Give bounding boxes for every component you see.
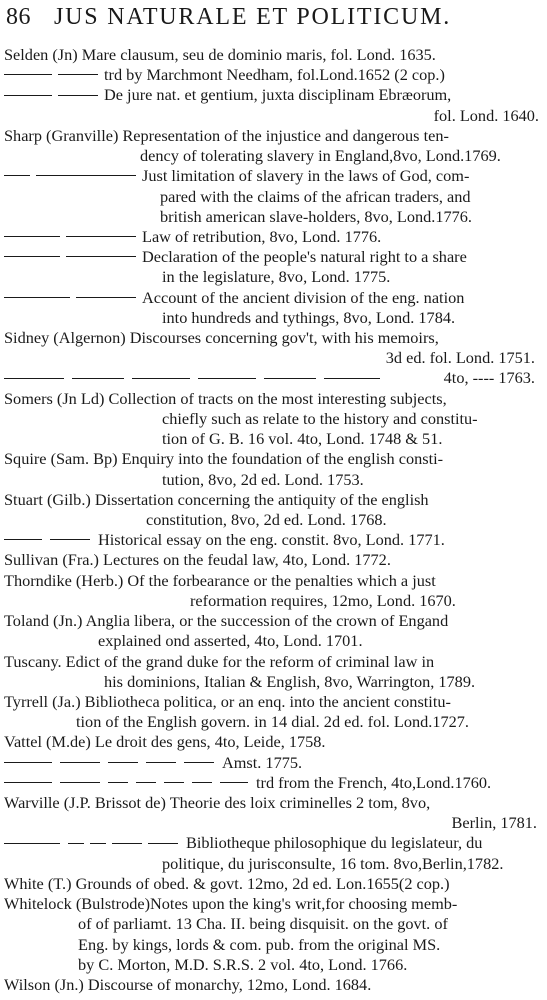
entry-line: Account of the ancient division of the eng. nation — [142, 287, 465, 307]
ditto-dash — [4, 782, 52, 783]
entry-line: dency of tolerating slavery in England,8vo, Lond.1769. — [140, 146, 501, 166]
entry-line: trd by Marchmont Needham, fol.Lond.1652 (2 cop.) — [104, 65, 445, 85]
page-number: 86 — [6, 4, 31, 30]
ditto-dash — [4, 378, 64, 379]
entry-line: chiefly such as relate to the history and constitu- — [162, 408, 478, 428]
ditto-dash — [50, 539, 90, 540]
entry-line: by C. Morton, M.D. S.R.S. 2 vol. 4to, Lond. 1766. — [78, 954, 408, 974]
entry-line: 4to, ---- 1763. — [443, 368, 535, 388]
ditto-dash — [108, 762, 138, 763]
ditto-dash — [4, 539, 42, 540]
ditto-dash — [58, 74, 98, 75]
entry-line: Just limitation of slavery in the laws of God, com- — [142, 166, 470, 186]
ditto-dash — [148, 843, 178, 844]
entry-line: tion of the English govern. in 14 dial. 2d ed. fol. Lond.1727. — [76, 712, 469, 732]
ditto-dash — [264, 378, 316, 379]
entry-line: Tyrrell (Ja.) Bibliotheca politica, or an enq. into the ancient constitu- — [4, 691, 451, 711]
ditto-dash — [220, 782, 248, 783]
ditto-dash — [60, 762, 100, 763]
entry-line: 3d ed. fol. Lond. 1751. — [385, 348, 535, 368]
ditto-dash — [4, 843, 60, 844]
entry-line: Vattel (M.de) Le droit des gens, 4to, Leide, 1758. — [4, 732, 326, 752]
entry-line: Declaration of the people's natural right to a share — [142, 247, 467, 267]
entry-line: Historical essay on the eng. constit. 8vo, Lond. 1771. — [98, 530, 445, 550]
entry-line: Warville (J.P. Brissot de) Theorie des loix criminelles 2 tom, 8vo, — [4, 793, 431, 813]
entry-line: of of parliamt. 13 Cha. II. being disquisit. on the govt. of — [78, 914, 448, 934]
ditto-dash — [4, 236, 60, 237]
ditto-dash — [68, 843, 84, 844]
entry-line: Selden (Jn) Mare clausum, seu de dominio maris, fol. Lond. 1635. — [4, 45, 436, 64]
entry-line: pared with the claims of the african traders, and — [160, 186, 471, 206]
entry-line: De jure nat. et gentium, juxta disciplinam Ebræorum, — [104, 85, 452, 105]
ditto-dash — [66, 236, 136, 237]
ditto-dash — [192, 782, 212, 783]
ditto-dash — [4, 256, 60, 257]
page-header — [6, 4, 542, 38]
entry-line: tion of G. B. 16 vol. 4to, Lond. 1748 & 51. — [162, 429, 443, 449]
entry-line: Somers (Jn Ld) Collection of tracts on the most interesting subjects, — [4, 388, 447, 408]
entry-line: in the legislature, 8vo, Lond. 1775. — [162, 267, 391, 287]
ditto-dash — [58, 95, 98, 96]
entry-line: constitution, 8vo, 2d ed. Lond. 1768. — [146, 510, 387, 529]
entry-line: Eng. by kings, lords & com. pub. from the original MS. — [78, 934, 441, 954]
ditto-dash — [164, 782, 184, 783]
entry-line: british american slave-holders, 8vo, Lond.1776. — [160, 206, 472, 226]
ditto-dash — [108, 782, 128, 783]
entry-line: Stuart (Gilb.) Dissertation concerning the antiquity of the english — [4, 489, 429, 509]
ditto-dash — [66, 256, 136, 257]
entry-line: Whitelock (Bulstrode)Notes upon the king's writ,for choosing memb- — [4, 894, 458, 914]
entry-line: Law of retribution, 8vo, Lond. 1776. — [142, 226, 382, 246]
ditto-dash — [90, 843, 106, 844]
entry-line: politique, du jurisconsulte, 16 tom. 8vo,Berlin,1782. — [162, 853, 504, 873]
ditto-dash — [76, 297, 136, 298]
ditto-dash — [72, 378, 124, 379]
ditto-dash — [136, 782, 156, 783]
ditto-dash — [324, 378, 380, 379]
entry-line: Wilson (Jn.) Discourse of monarchy, 12mo, Lond. 1684. — [4, 975, 372, 994]
ditto-dash — [198, 378, 256, 379]
entry-line: Berlin, 1781. — [451, 813, 537, 833]
ditto-dash — [4, 762, 52, 763]
entry-line: fol. Lond. 1640. — [433, 105, 539, 125]
entry-line: Toland (Jn.) Anglia libera, or the succession of the crown of Engand — [4, 611, 449, 631]
entry-line: Bibliotheque philosophique du legislateur, du — [186, 833, 483, 853]
entry-line: into hundreds and tythings, 8vo, Lond. 1784. — [162, 307, 456, 327]
ditto-dash — [112, 843, 142, 844]
entry-line: Sullivan (Fra.) Lectures on the feudal law, 4to, Lond. 1772. — [4, 550, 391, 570]
entry-line: Amst. 1775. — [222, 752, 303, 772]
ditto-dash — [4, 74, 52, 75]
ditto-dash — [146, 762, 176, 763]
entry-line: Sharp (Granville) Representation of the injustice and dangerous ten- — [4, 125, 449, 145]
ditto-dash — [132, 378, 190, 379]
entry-line: tution, 8vo, 2d ed. Lond. 1753. — [162, 469, 364, 489]
entry-line: Sidney (Algernon) Discourses concerning gov't, with his memoirs, — [4, 328, 439, 348]
ditto-dash — [184, 762, 214, 763]
running-title: JUS NATURALE ET POLITICUM. — [54, 4, 452, 30]
entry-line: his dominions, Italian & English, 8vo, Warrington, 1789. — [104, 671, 476, 691]
entry-line: White (T.) Grounds of obed. & govt. 12mo, 2d ed. Lon.1655(2 cop.) — [4, 873, 450, 893]
entry-line: Squire (Sam. Bp) Enquiry into the foundation of the english consti- — [4, 449, 444, 469]
ditto-dash — [4, 95, 52, 96]
ditto-dash — [60, 782, 100, 783]
entry-line: explained ond asserted, 4to, Lond. 1701. — [98, 631, 363, 651]
entry-line: trd from the French, 4to,Lond.1760. — [256, 772, 492, 792]
ditto-dash — [4, 175, 30, 176]
entry-line: reformation requires, 12mo, Lond. 1670. — [190, 590, 456, 610]
entry-line: Tuscany. Edict of the grand duke for the reform of criminal law in — [4, 651, 435, 671]
ditto-dash — [36, 175, 136, 176]
entry-line: Thorndike (Herb.) Of the forbearance or the penalties which a just — [4, 570, 436, 590]
ditto-dash — [4, 297, 70, 298]
